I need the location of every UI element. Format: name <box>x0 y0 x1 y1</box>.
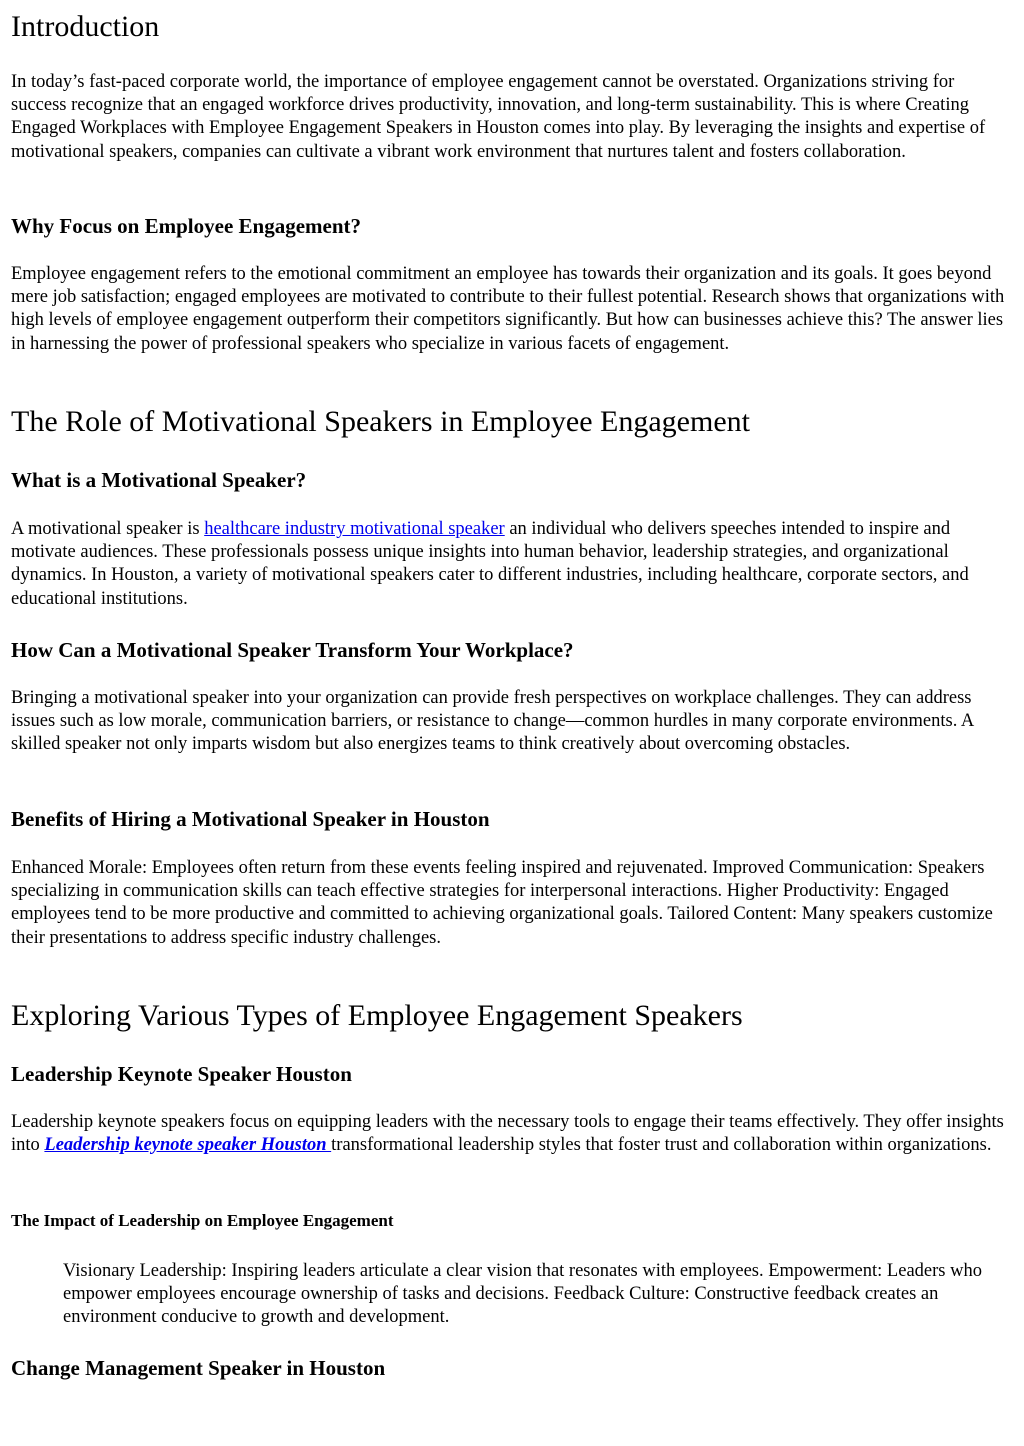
heading-impact-of-leadership: The Impact of Leadership on Employee Engagement <box>11 1211 394 1230</box>
text-segment: an individual who delivers speeches intended to inspire and motivate audiences. These professionals possess unique insights into human behavior, leadership strategies, and organizational dynamics. In Houston, a variety of motivational speakers cater to different industries, including healthcare, corporate sectors, and educational institutions. <box>11 519 969 609</box>
leadership-keynote-link[interactable]: Leadership keynote speaker Houston <box>44 1135 332 1156</box>
paragraph-why-focus: Employee engagement refers to the emotional commitment an employee has towards their organization and its goals. It goes beyond mere job satisfaction; engaged employees are motivated to contribute to their fullest potential. Research shows that organizations with high levels of employee engagement outperform their competitors significantly. But how can businesses achieve this? The answer lies in harnessing the power of professional speakers who specialize in various facets of engagement. <box>11 264 1005 354</box>
text-segment: Leadership keynote speakers focus on equipping leaders with the necessary tools to engage their teams effectively. They offer insights into <box>11 1112 1004 1156</box>
heading-transform-workplace: How Can a Motivational Speaker Transform Your Workplace? <box>11 638 574 662</box>
heading-introduction: Introduction <box>11 10 160 43</box>
heading-change-management: Change Management Speaker in Houston <box>11 1356 386 1380</box>
text-segment: transformational leadership styles that foster trust and collaboration within organizations. <box>331 1135 992 1156</box>
text-segment: A motivational speaker is <box>11 519 205 539</box>
paragraph-introduction: In today’s fast-paced corporate world, the importance of employee engagement cannot be overstated. Organizations striving for success recognize that an engaged workforce drives productivity, innovation, and long-term sustainability. This is where Creating Engaged Workplaces with Employee Engagement Speakers in Houston comes into play. By leveraging the insights and expertise of motivational speakers, companies can cultivate a vibrant work environment that nurtures talent and fosters collaboration. <box>11 72 986 162</box>
heading-leadership-keynote: Leadership Keynote Speaker Houston <box>11 1062 352 1086</box>
healthcare-speaker-link[interactable]: healthcare industry motivational speaker <box>204 519 505 539</box>
heading-benefits: Benefits of Hiring a Motivational Speaker in Houston <box>11 807 490 831</box>
paragraph-impact-of-leadership: Visionary Leadership: Inspiring leaders articulate a clear vision that resonates with employees. Empowerment: Leaders who empower employees encourage ownership of tasks and decisions. Feedback Culture: Constructive feedback creates an environment conducive to growth and development. <box>63 1261 982 1328</box>
paragraph-benefits: Enhanced Morale: Employees often return from these events feeling inspired and rejuvenated. Improved Communication: Speakers specializing in communication skills can teach effective strategies for interpersonal interactions. Higher Productivity: Engaged employees tend to be more productive and committed to achieving organizational goals. Tailored Content: Many speakers customize their presentations to address specific industry challenges. <box>11 858 993 948</box>
paragraph-transform-workplace: Bringing a motivational speaker into your organization can provide fresh perspectives on workplace challenges. They can address issues such as low morale, communication barriers, or resistance to change—common hurdles in many corporate environments. A skilled speaker not only imparts wisdom but also energizes teams to think creatively about overcoming obstacles. <box>11 688 974 755</box>
heading-why-focus: Why Focus on Employee Engagement? <box>11 214 362 238</box>
heading-role-of-speakers: The Role of Motivational Speakers in Employee Engagement <box>11 405 750 438</box>
heading-what-is-speaker: What is a Motivational Speaker? <box>11 468 307 492</box>
heading-exploring-types: Exploring Various Types of Employee Engagement Speakers <box>11 999 743 1032</box>
paragraph-leadership-keynote <box>11 1111 1006 1157</box>
paragraph-what-is-speaker <box>11 518 1006 611</box>
